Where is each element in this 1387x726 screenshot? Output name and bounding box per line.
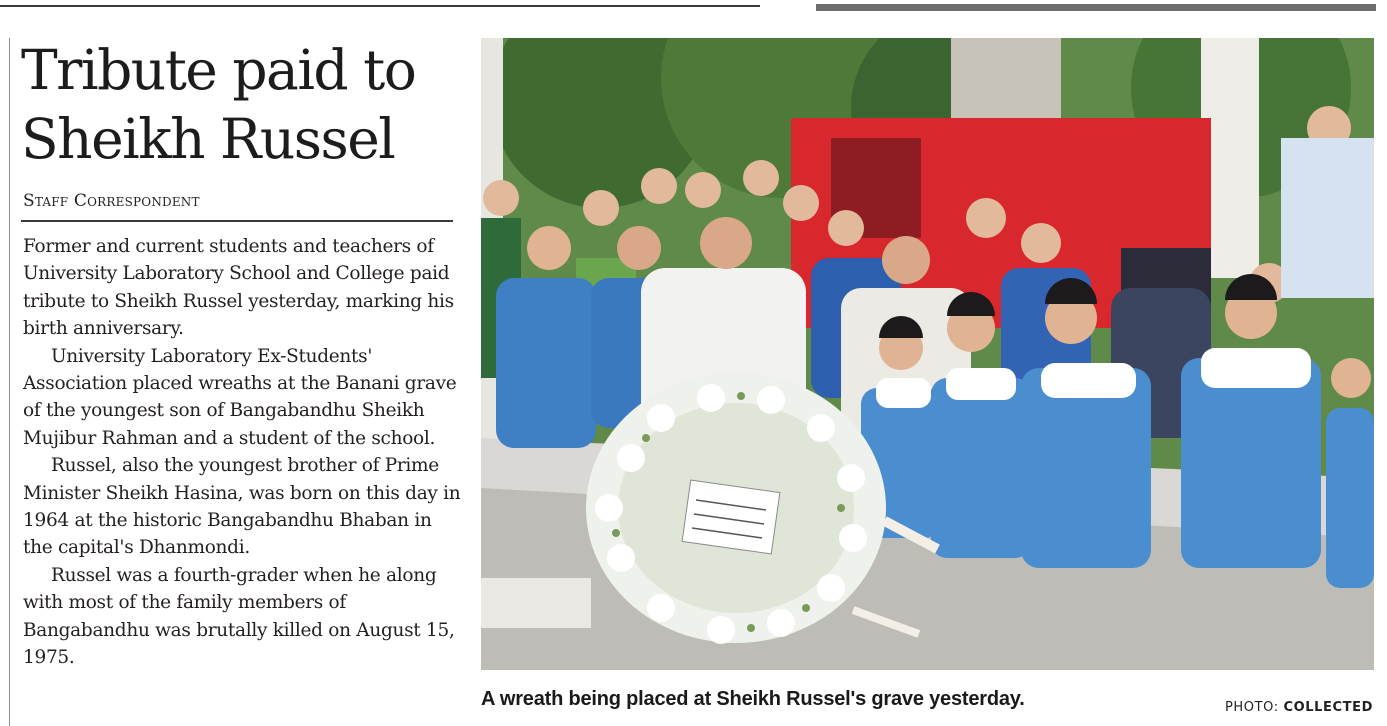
top-rule-left: [0, 5, 760, 7]
paragraph-2: University Laboratory Ex-Students' Association placed wreaths at the Banani grave of the youngest son of Bangabandhu Sheikh Mujibur Rahman and a student of the school.: [23, 345, 457, 449]
column-rule: [9, 38, 10, 726]
photo-illustration: [481, 38, 1374, 670]
photo-credit: [1225, 700, 1373, 715]
headline-line-2: Sheikh Russel: [21, 107, 395, 171]
paragraph-4: Russel was a fourth-grader when he along with most of the family members of Bangabandhu was brutally killed on August 15, 1975.: [23, 564, 455, 669]
paragraph-3: Russel, also the youngest brother of Prime Minister Sheikh Hasina, was born on this day in 1964 at the historic Bangabandhu Bhaban in the capital's Dhanmondi.: [23, 455, 461, 559]
headline: [21, 36, 461, 174]
article-body: [23, 233, 463, 672]
byline: Staff Correspondent: [23, 191, 200, 211]
paragraph-1: Former and current students and teachers of University Laboratory School and College paid tribute to Sheikh Russel yesterday, marking his birth anniversary.: [23, 236, 454, 340]
byline-rule: [21, 220, 453, 222]
photo-caption: A wreath being placed at Sheikh Russel's grave yesterday.: [481, 688, 1025, 710]
news-photo: [481, 38, 1374, 670]
headline-line-1: Tribute paid to: [21, 38, 416, 102]
photo-credit-label: PHOTO:: [1224, 700, 1279, 715]
photo-credit-source: COLLECTED: [1283, 700, 1373, 715]
top-rule-right: [816, 4, 1376, 11]
